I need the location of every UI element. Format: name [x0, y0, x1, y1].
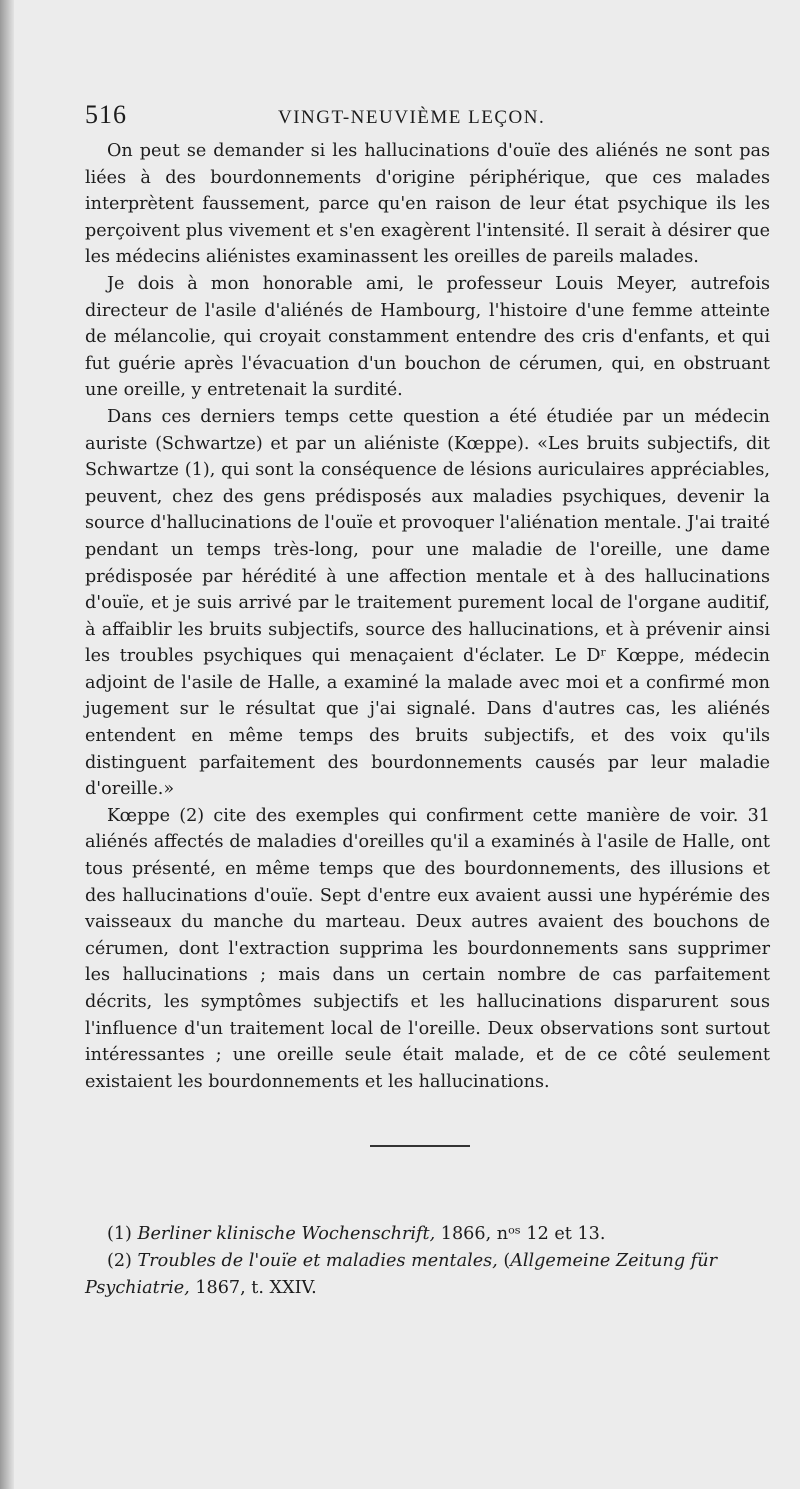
running-title: VINGT-NEUVIÈME LEÇON. — [278, 107, 546, 128]
footnote — [85, 1221, 770, 1248]
page-number: 516 — [85, 100, 127, 129]
footnote-marker: (2) — [107, 1251, 132, 1272]
paragraph: Kœppe (2) cite des exemples qui confirment cette manière de voir. 31 aliénés affectés de maladies d'oreilles qu'il a examinés à l'asile de Halle, ont tous présenté, en même temps que des bourdonnements, des illusions et des hallucinations d'ouïe. Sept d'entre eux avaient aussi une hypérémie des vaisseaux du manche du marteau. Deux autres avaient des bouchons de cérumen, dont l'extraction supprima les bourdonnements sans supprimer les hallucinations ; mais dans un certain nombre de cas parfaitement décrits, les symptômes subjectifs et les hallucinations disparurent sous l'influence d'un traitement local de l'oreille. Deux observations sont surtout intéressantes ; une oreille seule était malade, et de ce côté seulement existaient les bourdonnements et les hallucinations. — [85, 805, 770, 1092]
footnotes — [85, 1221, 770, 1302]
footnote-marker: (1) — [107, 1224, 132, 1245]
page-header — [85, 100, 770, 134]
footnote — [85, 1248, 770, 1302]
footnote-rest: 1866, nᵒˢ 12 et 13. — [435, 1224, 606, 1245]
footnote-title: Berliner klinische Wochenschrift, — [137, 1224, 436, 1245]
paragraph: On peut se demander si les hallucinations d'ouïe des aliénés ne sont pas liées à des bourdonnements d'origine périphérique, que ces malades interprètent faussement, parce qu'en raison de leur état psychique ils les perçoivent plus vivement et s'en exagèrent l'intensité. Il serait à désirer que les médecins aliénistes examinassent les oreilles de pareils malades. — [85, 141, 770, 268]
footnote-title: Troubles de l'ouïe et maladies mentales, — [137, 1251, 498, 1272]
paragraph: Je dois à mon honorable ami, le professeur Louis Meyer, autrefois directeur de l'asile d'aliénés de Hambourg, l'histoire d'une femme atteinte de mélancolie, qui croyait constamment entendre des cris d'enfants, et qui fut guérie après l'évacuation d'un bouchon de cérumen, qui, en obstruant une oreille, y entretenait la surdité. — [85, 273, 770, 401]
footnote-rest: 1867, t. XXIV. — [189, 1278, 317, 1299]
footnote-title-2: Allgemeine Zeitung für Psychiatrie, — [85, 1251, 717, 1299]
footnote-mid: ( — [497, 1251, 511, 1272]
body-text — [85, 138, 770, 1095]
footnote-separator — [370, 1145, 470, 1147]
paragraph: Dans ces derniers temps cette question a été étudiée par un médecin auriste (Schwartze) et par un aliéniste (Kœppe). «Les bruits subjectifs, dit Schwartze (1), qui sont la conséquence de lésions auriculaires appréciables, peuvent, chez des gens prédisposés aux maladies psychiques, devenir la source d'hallucinations de l'ouïe et provoquer l'aliénation mentale. J'ai traité pendant un temps très-long, pour une maladie de l'oreille, une dame prédisposée par hérédité à une affection mentale et à des hallucinations d'ouïe, et je suis arrivé par le traitement purement local de l'organe auditif, à affaiblir les bruits subjectifs, source des hallucinations, et à prévenir ainsi les troubles psychiques qui menaçaient d'éclater. Le Dʳ Kœppe, médecin adjoint de l'asile de Halle, a examiné la malade avec moi et a confirmé mon jugement sur le résultat que j'ai signalé. Dans d'autres cas, les aliénés entendent en même temps des bruits subjectifs, et des voix qu'ils distinguent parfaitement des bourdonnements causés par leur maladie d'oreille.» — [85, 406, 770, 800]
